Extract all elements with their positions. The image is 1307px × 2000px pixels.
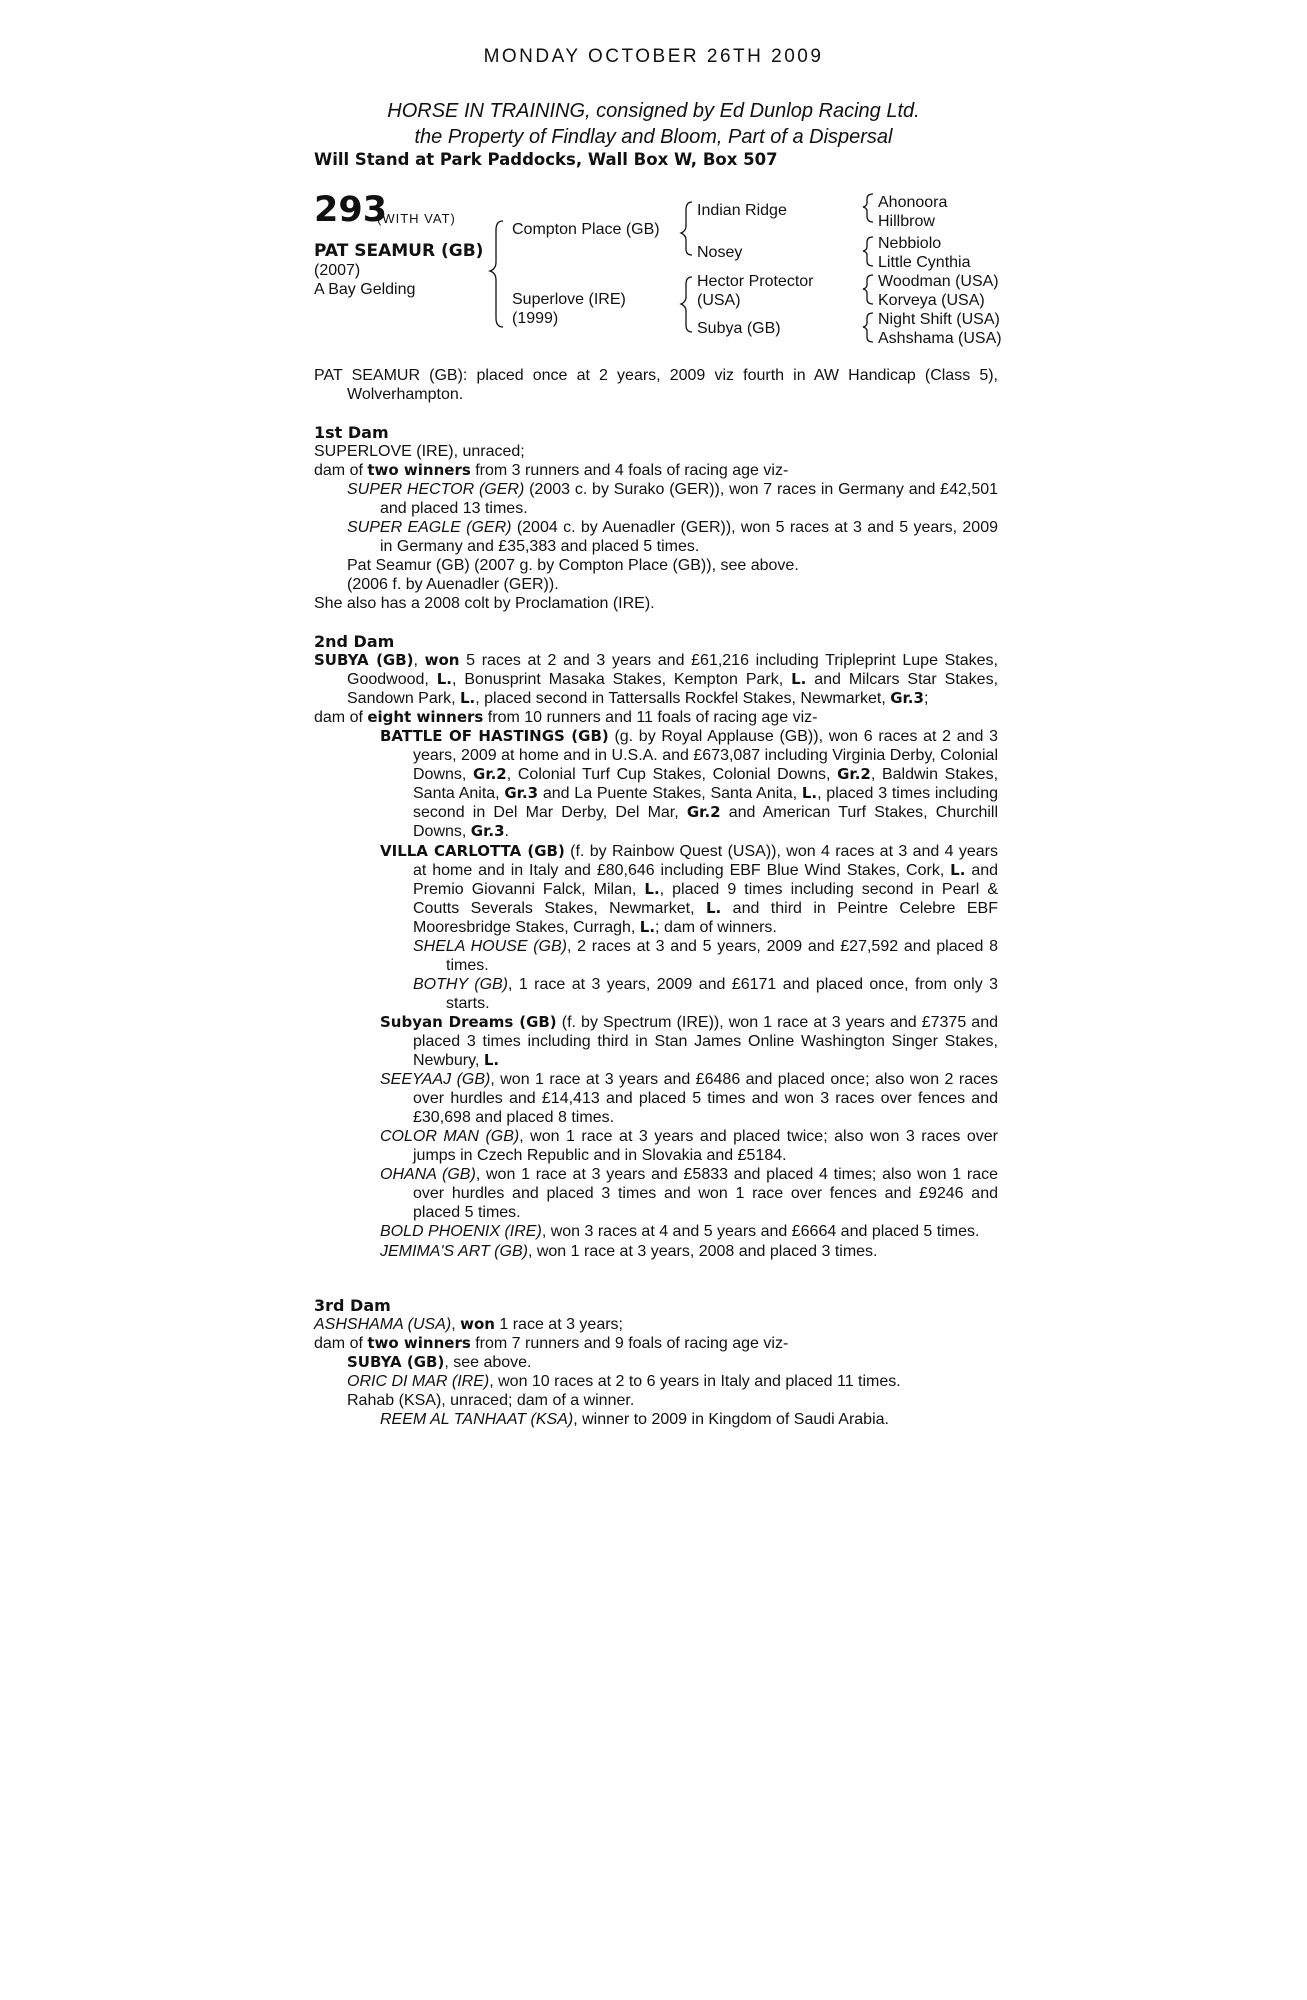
pedigree-brace-sd — [863, 237, 873, 266]
offspring-oric-di-mar: ORIC DI MAR (IRE), won 10 races at 2 to 6 years in Italy and placed 11 times. — [347, 1373, 901, 1391]
pedigree-sire: Compton Place (GB) — [512, 221, 660, 238]
first-dam-line: SUPERLOVE (IRE), unraced; — [314, 443, 525, 461]
third-dam-section — [314, 1296, 998, 1429]
grandoffspring-shela-house: SHELA HOUSE (GB), 2 races at 3 and 5 years, 2009 and £27,592 and placed 8 times. — [413, 937, 999, 974]
pedigree-sire-dam: Nosey — [697, 244, 743, 261]
pedigree-ssd: Hillbrow — [878, 213, 935, 230]
offspring-color-man: COLOR MAN (GB), won 1 race at 3 years and placed twice; also won 3 races over jumps in Czech Republic and in Slovakia and £5184. — [380, 1128, 999, 1165]
offspring-subya: SUBYA (GB), see above. — [347, 1353, 532, 1372]
offspring-pat-seamur: Pat Seamur (GB) (2007 g. by Compton Place (GB)), see above. — [347, 557, 799, 575]
consignment-line-1: HORSE IN TRAINING, consigned by Ed Dunlop Racing Ltd. — [387, 100, 920, 122]
offspring-ohana: OHANA (GB), won 1 race at 3 years and £5833 and placed 4 times; also won 1 race over hurdles and placed 3 times and won 1 race over fences and £9246 and placed 5 times. — [380, 1166, 998, 1222]
first-dam-heading: 1st Dam — [314, 423, 389, 442]
summary-text: PAT SEAMUR (GB): placed once at 2 years, 2009 viz fourth in AW Handicap (Class 5), Wolverhampton. — [314, 367, 998, 404]
pedigree-dam-year: (1999) — [512, 310, 559, 327]
horse-description: A Bay Gelding — [314, 281, 416, 298]
offspring-super-hector: SUPER HECTOR (GER) (2003 c. by Surako (GER)), won 7 races in Germany and £42,501 and placed 13 times. — [347, 481, 999, 518]
second-dam-section — [314, 632, 998, 1261]
sale-date: MONDAY OCTOBER 26TH 2009 — [483, 46, 824, 67]
offspring-super-eagle: SUPER EAGLE (GER) (2004 c. by Auenadler (GER)), won 5 races at 3 and 5 years, 2009 in Germany and £35,383 and placed 5 times. — [347, 519, 998, 556]
pedigree-dds: Night Shift (USA) — [878, 311, 1000, 328]
pedigree-dss: Woodman (USA) — [878, 273, 999, 290]
offspring-bold-phoenix: BOLD PHOENIX (IRE), won 3 races at 4 and 5 years and £6664 and placed 5 times. — [380, 1223, 980, 1241]
pedigree-brace-dam — [681, 277, 692, 332]
first-dam-section — [314, 423, 998, 613]
grandoffspring-bothy: BOTHY (GB), 1 race at 3 years, 2009 and £6171 and placed once, from only 3 starts. — [413, 975, 999, 1012]
pedigree-sire-sire: Indian Ridge — [697, 202, 787, 219]
pedigree-sdd: Little Cynthia — [878, 254, 971, 271]
foaling-year: (2007) — [314, 262, 361, 279]
offspring-rahab: Rahab (KSA), unraced; dam of a winner. — [347, 1392, 635, 1410]
pedigree-brace-dd — [863, 313, 873, 342]
pedigree-brace-sire — [681, 202, 692, 255]
offspring-seeyaaj: SEEYAAJ (GB), won 1 race at 3 years and £6486 and placed once; also won 2 races over hurdles and £14,413 and placed 5 times and won 3 races over fences and £30,698 and placed 8 times. — [380, 1071, 998, 1127]
first-dam-produce-summary: dam of two winners from 3 runners and 4 foals of racing age viz- — [314, 461, 789, 480]
second-dam-produce-summary: dam of eight winners from 10 runners and 11 foals of racing age viz- — [314, 708, 818, 727]
consignment-line-2: the Property of Findlay and Bloom, Part of a Dispersal — [414, 126, 893, 148]
horse-name: PAT SEAMUR (GB) — [314, 241, 484, 261]
third-dam-produce-summary: dam of two winners from 7 runners and 9 foals of racing age viz- — [314, 1334, 789, 1353]
third-dam-record: ASHSHAMA (USA), won 1 race at 3 years; — [314, 1315, 623, 1334]
offspring-jemimas-art: JEMIMA'S ART (GB), won 1 race at 3 years, 2008 and placed 3 times. — [380, 1242, 878, 1260]
pedigree-dam-sire-2: (USA) — [697, 292, 741, 309]
offspring-subyan-dreams: Subyan Dreams (GB) (f. by Spectrum (IRE)), won 1 race at 3 years and £7375 and placed 3 times including third in Stan James Online Washington Singer Stakes, Newbury, L. — [380, 1012, 998, 1070]
pedigree-dam-dam: Subya (GB) — [697, 320, 781, 337]
stand-location: Will Stand at Park Paddocks, Wall Box W, Box 507 — [314, 150, 778, 169]
pedigree-brace-ds — [863, 275, 873, 304]
pedigree-brace-ss — [863, 194, 873, 222]
pedigree-braces — [0, 0, 1307, 360]
lot-number: 293 — [314, 190, 388, 230]
second-dam-heading: 2nd Dam — [314, 632, 395, 651]
second-dam-record: SUBYA (GB), won 5 races at 2 and 3 years and £61,216 including Tripleprint Lupe Stakes, Goodwood, L., Bonusprint Masaka Stakes, Kempton Park, L. and Milcars Star Stakes, Sandown Park, L., placed second in Tattersalls Rockfel Stakes, Newmarket, Gr.3; — [314, 651, 999, 708]
vat-note: (WITH VAT) — [377, 211, 456, 226]
offspring-2008-colt: She also has a 2008 colt by Proclamation (IRE). — [314, 595, 655, 613]
pedigree-dam: Superlove (IRE) — [512, 291, 626, 308]
pedigree-sss: Ahonoora — [878, 194, 948, 211]
third-dam-heading: 3rd Dam — [314, 1296, 391, 1315]
pedigree-ddd: Ashshama (USA) — [878, 330, 1002, 347]
offspring-2006-filly: (2006 f. by Auenadler (GER)). — [347, 576, 559, 594]
offspring-battle-of-hastings: BATTLE OF HASTINGS (GB) (g. by Royal Applause (GB)), won 6 races at 2 and 3 years, 2009 at home and in U.S.A. and £673,087 including Virginia Derby, Colonial Downs, Gr.2, Colonial Turf Cup Stakes, Colonial Downs, Gr.2, Baldwin Stakes, Santa Anita, Gr.3 and La Puente Stakes, Santa Anita, L., placed 3 times including second in Del Mar Derby, Del Mar, Gr.2 and American Turf Stakes, Churchill Downs, Gr.3. — [380, 727, 999, 841]
grandoffspring-reem-al-tanhaat: REEM AL TANHAAT (KSA), winner to 2009 in Kingdom of Saudi Arabia. — [380, 1411, 889, 1429]
pedigree-brace-main — [490, 221, 503, 327]
pedigree-dsd: Korveya (USA) — [878, 292, 985, 309]
pedigree-dam-sire: Hector Protector — [697, 273, 814, 290]
pedigree-sds: Nebbiolo — [878, 235, 942, 252]
race-summary — [314, 366, 998, 404]
offspring-villa-carlotta: VILLA CARLOTTA (GB) (f. by Rainbow Quest (USA)), won 4 races at 3 and 4 years at home and in Italy and £80,646 including EBF Blue Wind Stakes, Cork, L. and Premio Giovanni Falck, Milan, L., placed 9 times including second in Pearl & Coutts Severals Stakes, Newmarket, L. and third in Peintre Celebre EBF Mooresbridge Stakes, Curragh, L.; dam of winners. — [380, 841, 999, 936]
